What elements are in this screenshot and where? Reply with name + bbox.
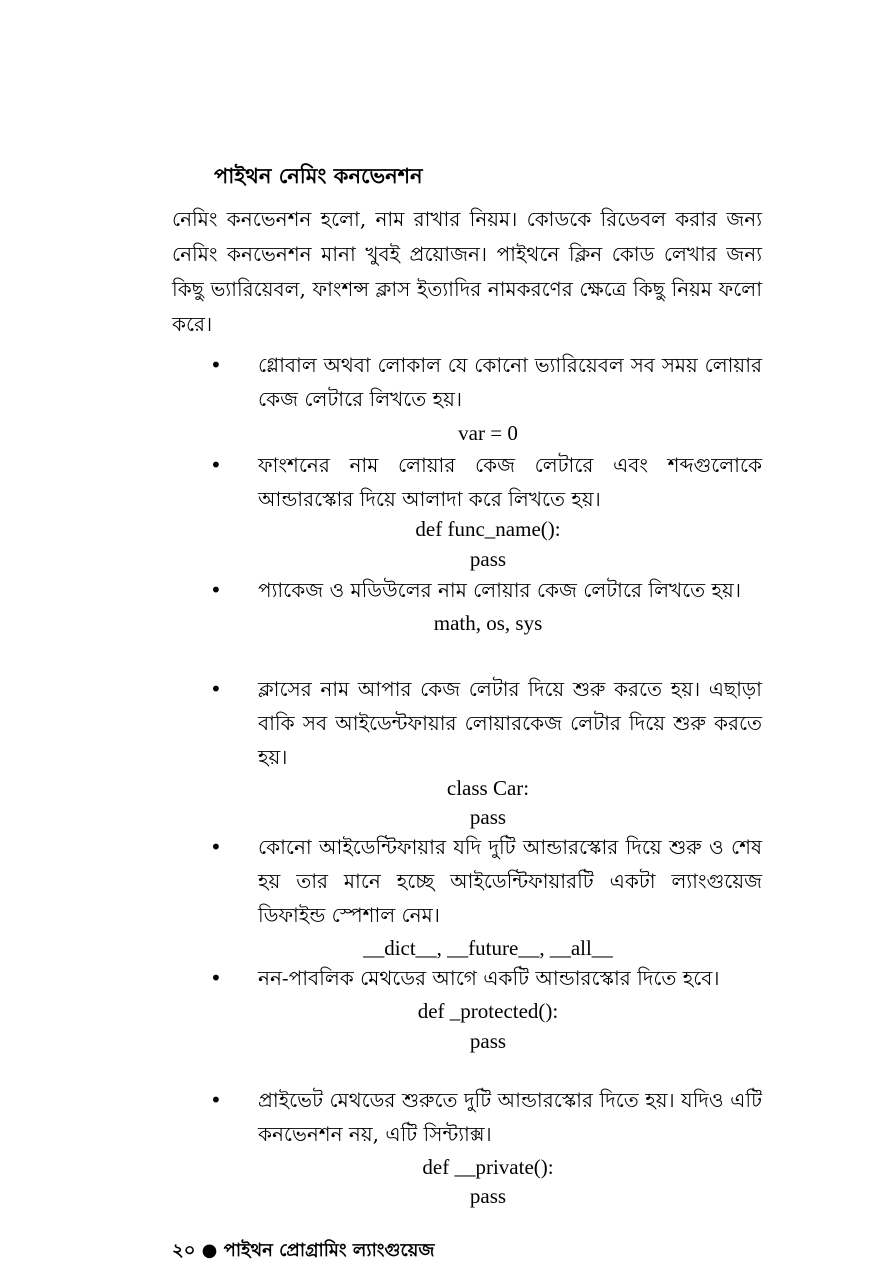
rule-item-function-name xyxy=(210,448,762,516)
rule-text: প্রাইভেট মেথডের শুরুতে দুটি আন্ডারস্কোর দিতে হয়। যদিও এটি কনভেনশন নয়, এটি সিন্ট্যাক্স। xyxy=(258,1088,762,1146)
rule-item-package-module xyxy=(210,573,762,607)
rule-text: গ্লোবাল অথবা লোকাল যে কোনো ভ্যারিয়েবল সব সময় লোয়ার কেজ লেটারে লিখতে হয়। xyxy=(258,353,762,411)
page-footer: ২০ ● পাইথন প্রোগ্রামিং ল্যাংগুয়েজ xyxy=(172,1240,435,1261)
rule-item-class-name xyxy=(210,672,762,774)
code-example: pass xyxy=(469,547,507,571)
code-example: pass xyxy=(469,1029,507,1053)
section-heading: পাইথন নেমিং কনভেনশন xyxy=(214,163,423,188)
bullet-icon: • xyxy=(210,966,222,990)
rule-item-non-public-method xyxy=(210,961,762,995)
rule-text: কোনো আইডেন্টিফায়ার যদি দুটি আন্ডারস্কোর দিয়ে শুরু ও শেষ হয় তার মানে হচ্ছে আইডেন্টিফায়ারটি একটা ল্যাংগুয়েজ ডিফাইন্ড স্পেশাল নেম। xyxy=(258,835,762,927)
code-example: def _protected(): xyxy=(417,999,559,1023)
bullet-icon: • xyxy=(210,453,222,477)
rule-text: ফাংশনের নাম লোয়ার কেজ লেটারে এবং শব্দগুলোকে আন্ডারস্কোর দিয়ে আলাদা করে লিখতে হয়। xyxy=(258,453,762,511)
code-example: pass xyxy=(469,1184,507,1208)
rule-text: নন-পাবলিক মেথডের আগে একটি আন্ডারস্কোর দিতে হবে। xyxy=(258,966,720,990)
bullet-icon: • xyxy=(210,578,222,602)
code-example: def func_name(): xyxy=(415,517,561,541)
rule-text: প্যাকেজ ও মডিউলের নাম লোয়ার কেজ লেটারে লিখতে হয়। xyxy=(258,578,741,602)
rule-text: ক্লাসের নাম আপার কেজ লেটার দিয়ে শুরু করতে হয়। এছাড়া বাকি সব আইডেন্টফায়ার লোয়ারকেজ লেটার দিয়ে শুরু করতে হয়। xyxy=(258,677,762,769)
code-example: pass xyxy=(469,805,507,829)
code-example: var = 0 xyxy=(458,421,518,445)
code-example: class Car: xyxy=(446,776,530,800)
bullet-icon: • xyxy=(210,353,222,377)
code-example: __dict__, __future__, __all__ xyxy=(363,936,613,960)
bullet-icon: • xyxy=(210,677,222,701)
code-example: math, os, sys xyxy=(433,611,543,635)
bullet-icon: • xyxy=(210,1088,222,1112)
bullet-icon: • xyxy=(210,835,222,859)
rule-item-global-variable xyxy=(210,348,762,416)
rule-item-private-method xyxy=(210,1083,762,1151)
intro-paragraph: নেমিং কনভেনশন হলো, নাম রাখার নিয়ম। কোডকে রিডেবল করার জন্য নেমিং কনভেনশন মানা খুবই প্রয়োজন। পাইথনে ক্লিন কোড লেখার জন্য কিছু ভ্যারিয়েবল, ফাংশন্স ক্লাস ইত্যাদির নামকরণের ক্ষেত্রে কিছু নিয়ম ফলো করে। xyxy=(172,207,762,336)
code-example: def __private(): xyxy=(422,1155,554,1179)
rule-item-dunder-names xyxy=(210,830,762,932)
